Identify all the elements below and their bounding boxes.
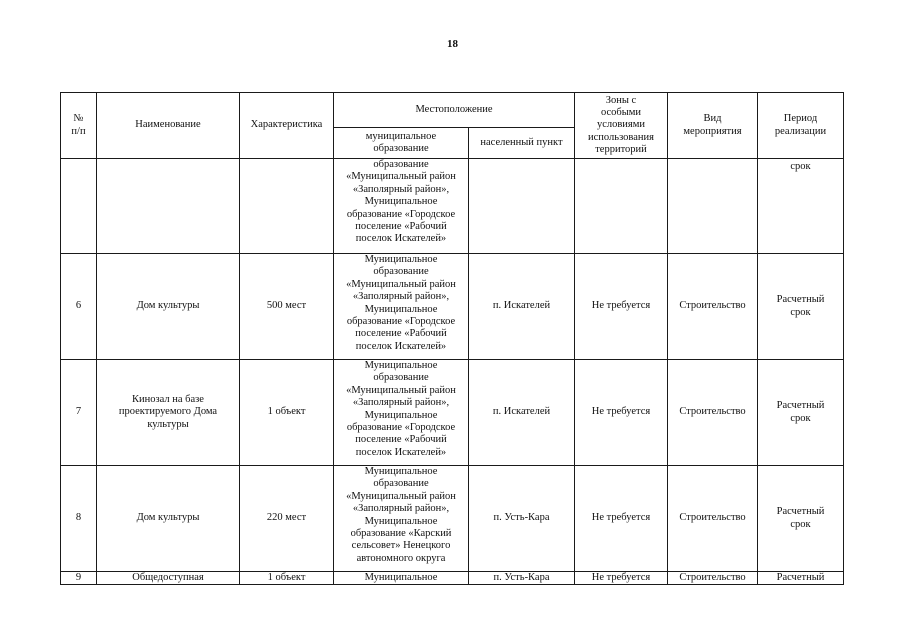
header-measure: Вид мероприятия xyxy=(668,93,758,159)
cell-characteristic: 1 объект xyxy=(240,572,334,585)
header-characteristic: Характеристика xyxy=(240,93,334,159)
header-municipality: муниципальное образование xyxy=(334,128,469,159)
cell-municipality: Муниципальное образование «Муниципальный район «Заполярный район», Муниципальное образование «Карский сельсовет» Ненецкого автономного округа xyxy=(334,466,469,572)
cell-num xyxy=(61,159,97,254)
cell-settlement: п. Усть-Кара xyxy=(469,466,575,572)
cell-period: срок xyxy=(758,159,844,254)
cell-name xyxy=(97,159,240,254)
table-row xyxy=(61,254,844,360)
header-name: Наименование xyxy=(97,93,240,159)
cell-municipality: Муниципальное образование «Муниципальный район «Заполярный район», Муниципальное образование «Городское поселение «Рабочий поселок Искателей» xyxy=(334,360,469,466)
header-settlement: населенный пункт xyxy=(469,128,575,159)
cell-municipality: Муниципальное xyxy=(334,572,469,585)
cell-measure: Строительство xyxy=(668,254,758,360)
cell-zones: Не требуется xyxy=(575,360,668,466)
page-number: 18 xyxy=(447,38,458,50)
cell-num: 7 xyxy=(61,360,97,466)
cell-zones: Не требуется xyxy=(575,254,668,360)
cell-period: Расчетный срок xyxy=(758,360,844,466)
cell-period: Расчетный xyxy=(758,572,844,585)
table-row xyxy=(61,466,844,572)
cell-num: 6 xyxy=(61,254,97,360)
cell-characteristic: 500 мест xyxy=(240,254,334,360)
cell-measure xyxy=(668,159,758,254)
table-row xyxy=(61,572,844,585)
cell-name: Дом культуры xyxy=(97,466,240,572)
header-num: № п/п xyxy=(61,93,97,159)
cell-name: Дом культуры xyxy=(97,254,240,360)
cell-period: Расчетный срок xyxy=(758,466,844,572)
table-row xyxy=(61,360,844,466)
cell-settlement: п. Усть-Кара xyxy=(469,572,575,585)
cell-zones xyxy=(575,159,668,254)
header-period: Период реализации xyxy=(758,93,844,159)
cell-measure: Строительство xyxy=(668,360,758,466)
cell-characteristic xyxy=(240,159,334,254)
cell-settlement: п. Искателей xyxy=(469,360,575,466)
cell-measure: Строительство xyxy=(668,572,758,585)
cell-name: Общедоступная xyxy=(97,572,240,585)
cell-measure: Строительство xyxy=(668,466,758,572)
cell-municipality: образование «Муниципальный район «Заполярный район», Муниципальное образование «Городское поселение «Рабочий поселок Искателей» xyxy=(334,159,469,254)
cell-name: Кинозал на базе проектируемого Дома культуры xyxy=(97,360,240,466)
header-location: Местоположение xyxy=(334,93,575,128)
cell-settlement xyxy=(469,159,575,254)
cell-period: Расчетный срок xyxy=(758,254,844,360)
cell-zones: Не требуется xyxy=(575,572,668,585)
cell-characteristic: 1 объект xyxy=(240,360,334,466)
cell-zones: Не требуется xyxy=(575,466,668,572)
cell-num: 9 xyxy=(61,572,97,585)
table-row-continuation xyxy=(61,159,844,254)
header-zones: Зоны с особыми условиями использования территорий xyxy=(575,93,668,159)
cell-municipality: Муниципальное образование «Муниципальный район «Заполярный район», Муниципальное образование «Городское поселение «Рабочий поселок Искателей» xyxy=(334,254,469,360)
planning-table xyxy=(60,92,844,585)
cell-num: 8 xyxy=(61,466,97,572)
cell-settlement: п. Искателей xyxy=(469,254,575,360)
cell-characteristic: 220 мест xyxy=(240,466,334,572)
header-row-1 xyxy=(61,93,844,128)
